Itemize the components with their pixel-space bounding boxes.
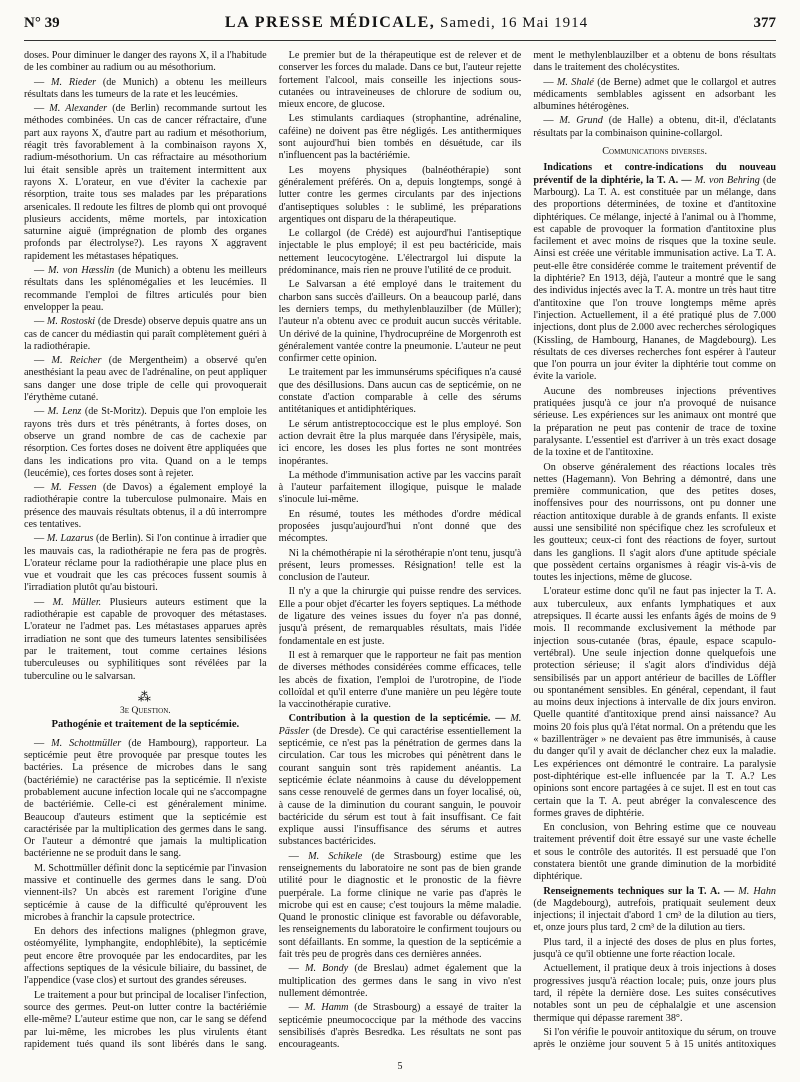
paragraph-text: (de Breslau) admet également que la multiplication des germes dans le sang in vivo n'est nullement démontrée. <box>278 963 522 999</box>
speaker-name: M. Rieder <box>51 76 97 88</box>
paragraph-text: (de Strasbourg) estime que les renseignements du laboratoire ne sont pas de bien grande utilité pour le diagnostic et le pronostic de la fièvre puerpérale. La forme clinique ne varie pas d'après le microbe qui est en cause; c'est toujours la même maladie. Quand le pronostic clinique est favorable ou défavorable, les renseignements du laboratoire le confirment toujours ou sont défaillants. En somme, la question de la septicémie a fait très peu de progrès dans ces dernières années. <box>278 850 522 961</box>
paragraph: — M. Hamm (de Strasbourg) a essayé de traiter la septicémie pneumococcique par la méthode des vaccins sensibilisés d'après Besredka. Les résultats ne sont pas encourageants. <box>278 1002 522 1051</box>
paragraph-text: (de Dresde) observe depuis quatre ans un cas de cancer du médiastin qui paraît complètement guéri à la radiothérapie. <box>24 316 267 352</box>
subsection-title: Renseignements techniques sur la T. A. — <box>543 885 735 897</box>
column-middle <box>279 50 522 1052</box>
paragraph: — M. Grund (de Halle) a obtenu, dit-il, d'éclatants résultats par la combinaison quinine-collargol. <box>533 115 777 139</box>
speaker-name: M. Hamm <box>304 1002 349 1014</box>
paragraph: doses. Pour diminuer le danger des rayons X, il a l'habitude de les combiner au radium ou au mésothorium. <box>24 50 267 74</box>
paragraph: — M. Fessen (de Davos) a également employé la radiothérapie contre la tuberculose pulmonaire. Mais en présence des mauvais résultats obtenus, il a dû interrompre ces tentatives. <box>24 482 267 530</box>
speaker-name: M. Lenz <box>47 406 82 418</box>
paragraph: — M. Lenz (de St-Moritz). Depuis que l'on emploie les rayons très durs et très pénétrants, à fortes doses, on observe un grand nombre de cas de cachexie par résorption. Ces fortes doses ne doivent être appliquées que dans les indications pro vita. Quand on a le temps (leucémie), ces fortes doses sont à rejeter. <box>24 406 267 479</box>
page-footer-signature: 5 <box>397 1061 403 1072</box>
speaker-name: M. Hahn <box>738 885 777 897</box>
page-number: 377 <box>753 15 776 31</box>
paragraph: — M. Müller. Plusieurs auteurs estiment que la radiothérapie est capable de provoquer des métastases. L'orateur ne l'admet pas. Les métastases apparues après irradiation ne sont que des tumeurs latentes sensibilisées par le traitement, tout comme certaines lésions tuberculeuses ou syphilitiques sont révélées par la tuberculine ou le salvarsan. <box>24 596 267 682</box>
journal-name: LA PRESSE MÉDICALE, <box>224 14 436 31</box>
paragraph-text: (de Marbourg). La T. A. est constituée par un mélange, dans des proportions déterminées, de toxine et d'antitoxine diphtériques. Ce mélange, injecté à l'animal ou à l'homme, est capable de provoquer la formation d'antitoxine plus facilement et avec moins de risques que la toxine seule. Ainsi est créée une véritable immunisation active. La T. A. peut-elle être considérée comme le traitement préventif de la diphtérie? En 1913, déjà, l'auteur a montré que le sang des individus injectés avec la T. A. montre un très haut titre d'antitoxine que l'on trouve longtemps même après l'injection. Actuellement, il a été pratiqué plus de 7.000 injections, dont plus de 2.000 avec recherches sérologiques (Kissling, de Hambourg, Hananes, de Magdebourg). Les résultats de ces diverses recherches font espérer à l'auteur que l'on pourra un jour éviter la diphtérie tout comme on évite la variole. <box>533 174 777 383</box>
paragraph-text: (de Dresde). Ce qui caractérise essentiellement la septicémie, ce n'est pas la pénétration de germes dans la circulation. Car tous les microbes qui pénètrent dans le courant sanguin sont très rapidement anéantis. La septicémie éclate néanmoins à cause du développement sans cesse renouvelé de germes dans un foyer localisé, où, à cause de la diminution du courant sanguin, le pouvoir bactéricide du sérum est tout à fait insuffisant. Ce fait explique aussi l'insuffisance des sérums et autres substances bactéricides. <box>278 725 522 848</box>
paragraph: — M. Schikele (de Strasbourg) estime que les renseignements du laboratoire ne sont pas de bien grande utilité pour le diagnostic et le pronostic de la fièvre puerpérale. La forme clinique ne varie pas d'après le microbe qui est en cause; c'est toujours la même maladie. Quand le pronostic clinique est favorable ou défavorable, les renseignements du laboratoire le confirment toujours ou sont défaillants. En somme, la question de la septicémie a fait très peu de progrès dans ces dernières années. <box>278 850 522 961</box>
paragraph: L'orateur estime donc qu'il ne faut pas injecter la T. A. aux tuberculeux, aux enfants lymphatiques et aux atrepsiques. Il écarte aussi les enfants âgés de moins de 9 mois. Il recommande exclusivement la méthode par injection sous-cutanée (bras, épaule, espace scapulo-vertébral). Une seule injection donne quelquefois une protection sérieuse; il s'agit alors d'individus déjà sensibilisés par un apport antérieur de bacilles de Löffler ou spontanément sensibles. En général, cependant, il faut au moins deux injections à intervalle de dix jours environ. Quelle quantité d'antitoxique prend ainsi naissance? Au moins 20 fois plus qu'à l'état normal. On a prétendu que les « bazillenträger » ne devaient pas être immunisés, à cause du danger qu'il y avait de déclancher chez eux la maladie. Les expériences ont démontré le contraire. La paralysie post-diphtérique est-elle influencée par la T. A.? Les opinions sont encore partagées à ce sujet. Il est en tout cas certain que la T. A. peut abréger la convalescence des formes graves de diphtérie. <box>533 586 777 819</box>
paragraph-text: (de Magdebourg), autrefois, pratiquait seulement deux injections; il injectait d'abord 1 cm³ de la dilution au tiers, et, onze jours plus tard, 2 cm³ de la dilution au tiers. <box>533 897 777 934</box>
paragraph: En résumé, toutes les méthodes d'ordre médical proposées jusqu'aujourd'hui n'ont donné que des mécomptes. <box>278 508 522 545</box>
paragraph-text: (de Davos) a également employé la radiothérapie contre la tuberculose pulmonaire. Mais en présence des mauvais résultats obtenus, il a dû interrompre ces tentatives. <box>24 482 267 530</box>
column-right <box>533 50 776 1052</box>
section-divider-asterism: ⁂ <box>137 688 153 704</box>
speaker-name: M. Pässler <box>278 713 522 737</box>
paragraph: — M. Reicher (de Mergentheim) a observé qu'en anesthésiant la peau avec de l'adrénaline, on peut appliquer sans danger une dose triple de celle qui provoquerait l'érythème cutané. <box>24 355 267 404</box>
speaker-name: M. Shalé <box>556 76 594 88</box>
paragraph: On observe généralement des réactions locales très nettes (Hagemann). Von Behring a démontré, dans une première communication, que des petites doses, inoffensives pour des nourrissons, ont pu donner une réaction antitoxique durable à de grands enfants. Il existe aussi une sensibilité non spécifique chez les scrofuleux et les goutteux; ceux-ci font des réactions de foyer, surtout dans les ganglions. Il s'agit alors d'une aptitude spéciale que possèdent certains organismes à réagir vis-à-vis de toutes les injections, même de glucose. <box>533 461 777 584</box>
speaker-name: M. Alexander <box>49 103 108 115</box>
paragraph <box>279 713 522 848</box>
paragraph: Plus tard, il a injecté des doses de plus en plus fortes, jusqu'à ce qu'il obtienne une forte réaction locale. <box>533 936 777 961</box>
paragraph: Le Salvarsan a été employé dans le traitement du charbon sans succès d'ailleurs. On a beaucoup parlé, dans les derniers temps, du methylenblauzilber (de Müller); l'auteur n'a obtenu avec ce produit aucun succès véritable. Un dérivé de la quinine, l'hydrocupréine de Morgenroth est généralement vantée contre la pneumonie. L'auteur ne peut confirmer cette opinion. <box>278 279 522 365</box>
paragraph: — M. von Hæsslin (de Munich) a obtenu les meilleurs résultats dans les splénomégalies et les leucémies. Il recommande l'emploi de filtres articulés pour bien envelopper la peau. <box>24 265 267 313</box>
paragraph-text: (de Munich) a obtenu les meilleurs résultats dans les tumeurs de la rate et les leucémies. <box>24 76 267 100</box>
paragraph: Ni la chémothérapie ni la sérothérapie n'ont tenu, jusqu'à présent, leurs promesses. Résignation! telle est la conclusion de l'auteur. <box>278 547 522 584</box>
speaker-name: M. Bondy <box>305 963 349 975</box>
speaker-name: M. von Hæsslin <box>48 265 115 277</box>
paragraph: Les moyens physiques (balnéothérapie) sont généralement préférés. On a, depuis longtemps, songé à lutter contre les germes circulants par des injections d'antiseptiques solubles : le sublimé, les préparations argentiques ont disparu de la thérapeutique. <box>278 164 522 225</box>
speaker-name: M. Lazarus <box>46 533 94 545</box>
paragraph: Le traitement par les immunsérums spécifiques n'a causé que des désillusions. Dans aucun cas de septicémie, on ne constate d'action comparable à celle des sérums antitétaniques et antidiphtériques. <box>278 367 522 416</box>
text-columns <box>24 50 776 1052</box>
paragraph: — M. Schottmüller (de Hambourg), rapporteur. La septicémie peut être provoquée par presque toutes les bactéries. La présence de microbes dans le sang (bactériémie) ne caractérise pas la septicémie. Il n'existe probablement aucune infection locale qui ne s'accompagne de bactériémie. Celle-ci est généralement minime. Beaucoup d'auteurs estiment que la septicémie est caractérisée par la multiplication des germes dans le sang. Or l'auteur a démontré que jamais la multiplication bactérienne ne se produit dans le sang. <box>24 737 267 860</box>
speaker-name: M. Müller. <box>52 596 102 608</box>
paragraph <box>533 162 776 383</box>
issue-number: N° 39 <box>24 15 60 31</box>
paragraph: Il n'y a que la chirurgie qui puisse rendre des services. Elle a pour objet d'écarter les foyers septiques. La méthode de ligature des veines issues du foyer n'a pas donné, jusqu'à présent, de remarquables résultats, mais l'idée fondamentale en est juste. <box>278 586 522 647</box>
paragraph: Aucune des nombreuses injections préventives pratiquées jusqu'à ce jour n'a provoqué de nuisance sérieuse. Les expériences sur les animaux ont montré que la préparation ne peut pas contenir de trace de toxine paralysante. L'essentiel est d'arriver à un très exact dosage de la toxine et de l'antitoxine. <box>533 385 777 459</box>
paragraph: En dehors des infections malignes (phlegmon grave, ostéomyélite, lymphangite, endophlébite), la septicémie peut encore être provoquée par les endocardites, par les affections septiques de la vésicule biliaire, du bassinet, de l'appendice (vase clos) et surtout des grandes séreuses. <box>24 926 267 987</box>
header-rule <box>24 40 776 41</box>
paragraph-text: Plusieurs auteurs estiment que la radiothérapie est capable de provoquer des métastases. L'orateur ne l'admet pas. Les métastases apparues après irradiation ne sont que des tumeurs latentes sensibilisées par le traitement, tout comme certaines lésions tuberculeuses ou syphilitiques sont révélées par la tuberculine ou le salvarsan. <box>24 596 267 682</box>
speaker-name: M. Reicher <box>51 355 102 367</box>
paragraph: — M. Shalé (de Berne) admet que le collargol et autres médicaments semblables agissent en adsorbant les albumines hétérogènes. <box>533 76 777 113</box>
paragraph: Le premier but de la thérapeutique est de relever et de conserver les forces du malade. Dans ce but, l'auteur rejette fortement l'alcool, mais conseille les injections sous-cutanées ou intraveineuses de chlorure de sodium ou, mieux encore, de glucose. <box>278 50 522 111</box>
paragraph: Si l'on vérifie le pouvoir antitoxique du sérum, on trouve après le onzième jour souvent 5 à 15 unités antitoxiques <box>533 1026 777 1051</box>
speaker-name: M. Schottmüller <box>51 737 122 749</box>
paragraph: Actuellement, il pratique deux à trois injections à doses progressives jusqu'à réaction locale; puis, onze jours plus tard, il répète la dernière dose. Les suites consécutives notables sont un peu de céphalalgie et une ascension thermique qui dépasse rarement 38°. <box>533 963 777 1024</box>
speaker-name: M. Grund <box>559 115 603 127</box>
paragraph-text: (de Halle) a obtenu, dit-il, d'éclatants résultats par la combinaison quinine-collargol. <box>533 115 777 139</box>
section-heading: Communications diverses. <box>602 146 708 158</box>
paragraph: — M. Lazarus (de Berlin). Si l'on continue à irradier que les mauvais cas, la radiothérapie ne fera pas de progrès. L'orateur réclame pour la radiothérapie une place plus en vue et voudrait que les cas précoces fussent soumis à l'irradiation plutôt qu'au bistouri. <box>24 533 267 594</box>
paragraph-text: (de St-Moritz). Depuis que l'on emploie les rayons très durs et très pénétrants, à fortes doses, on observe un grand nombre de cas de cachexie par résorption. Ces fortes doses ne doivent être appliquées que dans les indications pro vita. Quand on a le temps (leucémie), ces fortes doses sont à rejeter. <box>24 406 267 479</box>
paragraph-text: (de Munich) a obtenu les meilleurs résultats dans les splénomégalies et les leucémies. Il recommande l'emploi de filtres articulés pour bien envelopper la peau. <box>24 265 267 313</box>
paragraph-text: (de Berne) admet que le collargol et autres médicaments semblables agissent en adsorbant les albumines hétérogènes. <box>533 76 777 113</box>
paragraph: En conclusion, von Behring estime que ce nouveau traitement préventif doit être essayé sur une vaste échelle et sous le contrôle des autorités. Il est persuadé que l'on constatera bientôt une grande diminution de la morbidité diphtérique. <box>533 822 777 883</box>
question-label: 3e Question. <box>120 706 171 717</box>
speaker-name: M. Rostoski <box>46 316 96 328</box>
paragraph: M. Schottmüller définit donc la septicémie par l'invasion massive et continuelle des germes dans le sang. D'où viennent-ils? Un abcès est rarement l'origine d'une septicémie à cause de la difficulté qu'éprouvent les microbes à franchir la capsule protectrice. <box>24 862 267 923</box>
subsection-title: Contribution à la question de la septicémie. — <box>288 713 506 725</box>
paragraph: Le sérum antistreptococcique est le plus employé. Son action devrait être la plus marquée dans l'érysipèle, mais, ici encore, les doses les plus fortes ne sont montrées inopérantes. <box>278 418 522 467</box>
column-left <box>24 50 267 1052</box>
page-header <box>24 14 776 38</box>
paragraph: — M. Rieder (de Munich) a obtenu les meilleurs résultats dans les tumeurs de la rate et les leucémies. <box>24 76 267 100</box>
speaker-name: M. Schikele <box>308 850 363 862</box>
paragraph: — M. Bondy (de Breslau) admet également que la multiplication des germes dans le sang in vivo n'est nullement démontrée. <box>278 963 522 999</box>
subsection-title: Indications et contre-indications du nouveau préventif de la diphtérie, la T. A. — <box>533 162 777 186</box>
paragraph-text: (de Berlin) recommande surtout les méthodes combinées. Un cas de cancer réfractaire, d'une part aux rayons X, d'autre part au radium et mésothorium, réagit très favorablement à la combinaison rayons X, radium-mésothorium. Un cas réfractaire au mésothorium lui était sensible après un traitement intermittent aux rayons X. L'orateur, en vue d'éviter la cachexie par résorption, traite tous ses malades par les préparations arsenicales. Il redoute les filtres de plomb qui ont provoqué plusieurs accidents, même mortels, par intoxication saturnine aiguë (imprégnation de plomb des organes profonds par électrolyse?). Les rayons X aggravent rapidement les métastases hépatiques. <box>24 103 267 262</box>
issue-date: Samedi, 16 Mai 1914 <box>440 15 589 31</box>
paragraph-text: (de Berlin). Si l'on continue à irradier que les mauvais cas, la radiothérapie ne fera pas de progrès. L'orateur réclame pour la radiothérapie une place plus en vue et voudrait que les cas précoces fussent soumis à l'irradiation plutôt qu'au bistouri. <box>24 533 267 594</box>
paragraph: — M. Rostoski (de Dresde) observe depuis quatre ans un cas de cancer du médiastin qui paraît complètement guéri à la radiothérapie. <box>24 316 267 352</box>
section-heading: Pathogénie et traitement de la septicémie. <box>51 719 240 731</box>
paragraph: Le collargol (de Crédé) est aujourd'hui l'antiseptique injectable le plus employé; il est peu bactéricide, mais nettement leucocytogène. L'électrargol lui dispute la prédominance, mais rien ne prouve l'utilité de ce produit. <box>278 228 522 277</box>
speaker-name: M. Fessen <box>50 482 97 494</box>
paragraph: Le traitement a pour but principal de localiser l'infection, source des germes. Peut-on lutter contre la bactériémie elle-même? L'auteur estime que non, car le sang se défend par lui-même, les microbes les plus virulents étant rapidement tués quand ils sont libérés dans le sang. <box>24 989 267 1050</box>
paragraph: Il est à remarquer que le rapporteur ne fait pas mention de diverses méthodes considérées comme efficaces, telle les abcès de fixation, l'emploi de l'urotropine, de l'iode colloïdal et qu'il enterre d'une manière un peu légère toute la vaccinothérapie curative. <box>278 649 522 711</box>
paragraph-text: (de Mergentheim) a observé qu'en anesthésiant la peau avec de l'adrénaline, on peut appliquer sans danger une dose triple de celle qui provoquerait l'érythème cutané. <box>24 355 267 404</box>
paragraph-text: (de Hambourg), rapporteur. La septicémie peut être provoquée par presque toutes les bactéries. La présence de microbes dans le sang (bactériémie) ne caractérise pas la septicémie. Il n'existe probablement aucune infection locale qui ne s'accompagne de bactériémie. Celle-ci est généralement minime. Beaucoup d'auteurs estiment que la septicémie est caractérisée par la multiplication des germes dans le sang. Or l'auteur a démontré que jamais la multiplication bactérienne ne se produit dans le sang. <box>24 737 267 860</box>
running-title <box>225 14 588 32</box>
paragraph-text: (de Strasbourg) a essayé de traiter la septicémie pneumococcique par la méthode des vaccins sensibilisés d'après Besredka. Les résultats ne sont pas encourageants. <box>278 1002 522 1051</box>
paragraph: La méthode d'immunisation active par les vaccins paraît à l'auteur parfaitement illogique, puisque le malade s'inocule lui-même. <box>278 469 522 506</box>
speaker-name: M. von Behring <box>694 174 760 186</box>
paragraph: ment le methylenblauzilber et a obtenu de bons résultats dans le traitement des cholécystites. <box>533 50 777 74</box>
paragraph: — M. Alexander (de Berlin) recommande surtout les méthodes combinées. Un cas de cancer réfractaire, d'une part aux rayons X, d'autre part au radium et mésothorium, réagit très favorablement à la combinaison rayons X, radium-mésothorium. Un cas réfractaire au mésothorium lui était sensible après un traitement intermittent aux rayons X. L'orateur, en vue d'éviter la cachexie par résorption, traite tous ses malades par les préparations arsenicales. Il redoute les filtres de plomb qui ont provoqué plusieurs accidents, même mortels, par intoxication saturnine aiguë (imprégnation de plomb des organes profonds par électrolyse?). Les rayons X aggravent rapidement les métastases hépatiques. <box>24 103 267 262</box>
paragraph <box>533 886 776 935</box>
paragraph: Les stimulants cardiaques (strophantine, adrénaline, caféine) ne doivent pas être négligés. Les antithermiques sont aujourd'hui bien tombés en désuétude, car ils n'influencent pas la bactériémie. <box>278 113 522 162</box>
